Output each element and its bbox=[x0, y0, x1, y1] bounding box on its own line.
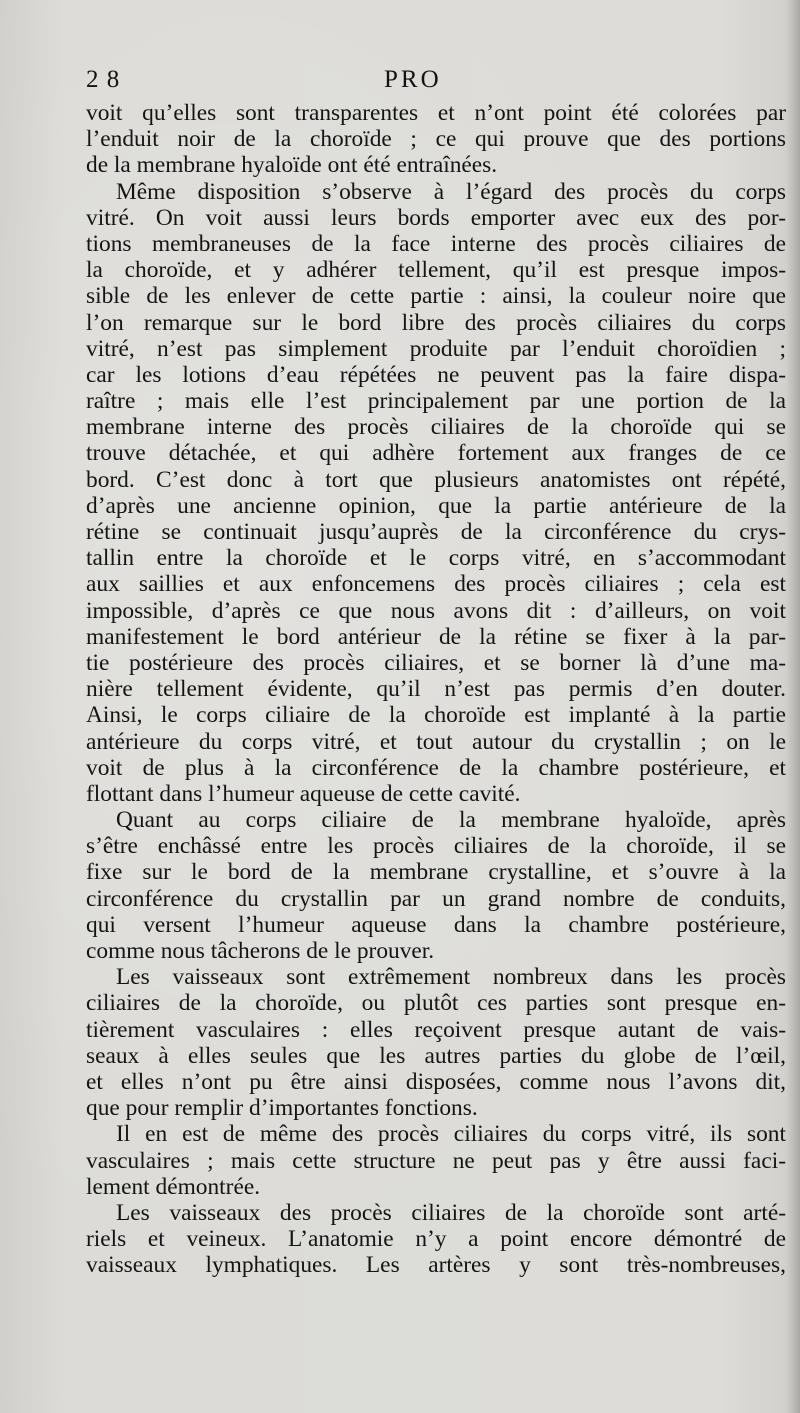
text-line: et elles n’ont pu être ainsi disposées, comme nous l’avons dit, bbox=[86, 1068, 786, 1095]
text-line: tallin entre la choroïde et le corps vitré, en s’accommodant bbox=[86, 545, 786, 572]
text-line: voit qu’elles sont transparentes et n’ont point été colorées par bbox=[86, 100, 786, 126]
text-line: tie postérieure des procès ciliaires, et se borner là d’une ma- bbox=[86, 649, 786, 676]
page-edge-shadow bbox=[786, 0, 800, 1413]
text-line: Les vaisseaux sont extrêmement nombreux dans les procès bbox=[116, 964, 786, 991]
text-line: qui versent l’humeur aqueuse dans la chambre postérieure, bbox=[86, 911, 786, 938]
text-line: circonférence du crystallin par un grand nombre de conduits, bbox=[86, 885, 786, 912]
text-line: s’être enchâssé entre les procès ciliaires de la choroïde, il se bbox=[86, 833, 786, 860]
text-line: l’on remarque sur le bord libre des procès ciliaires du corps bbox=[86, 309, 786, 336]
text-line: seaux à elles seules que les autres parties du globe de l’œil, bbox=[86, 1042, 786, 1069]
text-line: Même disposition s’observe à l’égard des procès du corps bbox=[116, 178, 786, 205]
text-line: impossible, d’après ce que nous avons dit : d’ailleurs, on voit bbox=[86, 597, 786, 624]
text-line: riels et veineux. L’anatomie n’y a point encore démontré de bbox=[86, 1226, 786, 1253]
text-line: rétine se continuait jusqu’auprès de la circonférence du crys- bbox=[86, 519, 786, 545]
text-line: que pour remplir d’importantes fonctions. bbox=[86, 1095, 478, 1122]
text-line: aux saillies et aux enfoncemens des procès ciliaires ; cela est bbox=[86, 571, 786, 598]
text-line: ciliaires de la choroïde, ou plutôt ces parties sont presque en- bbox=[86, 990, 786, 1017]
text-line: vasculaires ; mais cette structure ne peut pas y être aussi faci- bbox=[86, 1147, 786, 1174]
page-number: 2 8 bbox=[86, 66, 121, 93]
body-text bbox=[86, 100, 786, 1278]
text-line: vitré, n’est pas simplement produite par l’enduit choroïdien ; bbox=[86, 335, 786, 362]
text-line: Ainsi, le corps ciliaire de la choroïde est implanté à la partie bbox=[86, 702, 786, 729]
page-header bbox=[86, 66, 776, 100]
text-line: Il en est de même des procès ciliaires du corps vitré, ils sont bbox=[116, 1121, 786, 1148]
text-line: tions membraneuses de la face interne des procès ciliaires de bbox=[86, 230, 786, 257]
running-head: PRO bbox=[384, 66, 442, 93]
text-line: vaisseaux lymphatiques. Les artères y sont très-nombreuses, bbox=[86, 1252, 786, 1279]
text-line: comme nous tâcherons de le prouver. bbox=[86, 938, 435, 964]
text-line: lement démontrée. bbox=[86, 1173, 261, 1200]
text-line: bord. C’est donc à tort que plusieurs anatomistes ont répété, bbox=[86, 466, 786, 493]
text-line: flottant dans l’humeur aqueuse de cette cavité. bbox=[86, 780, 521, 807]
text-line: Quant au corps ciliaire de la membrane hyaloïde, après bbox=[116, 807, 786, 834]
text-line: Les vaisseaux des procès ciliaires de la choroïde sont arté- bbox=[116, 1199, 786, 1226]
text-line: antérieure du corps vitré, et tout autour du crystallin ; on le bbox=[86, 728, 786, 755]
text-line: nière tellement évidente, qu’il n’est pas permis d’en douter. bbox=[86, 676, 786, 703]
text-line: voit de plus à la circonférence de la chambre postérieure, et bbox=[86, 754, 786, 781]
text-line: car les lotions d’eau répétées ne peuvent pas la faire dispa- bbox=[86, 361, 786, 388]
text-line: l’enduit noir de la choroïde ; ce qui prouve que des portions bbox=[86, 126, 786, 153]
text-line: tièrement vasculaires : elles reçoivent presque autant de vais- bbox=[86, 1016, 786, 1043]
text-line: la choroïde, et y adhérer tellement, qu’il est presque impos- bbox=[86, 257, 786, 284]
text-line: de la membrane hyaloïde ont été entraînées. bbox=[86, 152, 498, 179]
text-line: sible de les enlever de cette partie : ainsi, la couleur noire que bbox=[86, 283, 786, 310]
text-line: vitré. On voit aussi leurs bords emporter avec eux des por- bbox=[86, 204, 786, 231]
text-line: fixe sur le bord de la membrane crystalline, et s’ouvre à la bbox=[86, 859, 786, 886]
text-line: raître ; mais elle l’est principalement par une portion de la bbox=[86, 388, 786, 415]
text-line: d’après une ancienne opinion, que la partie antérieure de la bbox=[86, 492, 786, 519]
text-line: trouve détachée, et qui adhère fortement aux franges de ce bbox=[86, 440, 786, 467]
text-line: manifestement le bord antérieur de la rétine se fixer à la par- bbox=[86, 623, 786, 650]
text-line: membrane interne des procès ciliaires de la choroïde qui se bbox=[86, 414, 786, 441]
